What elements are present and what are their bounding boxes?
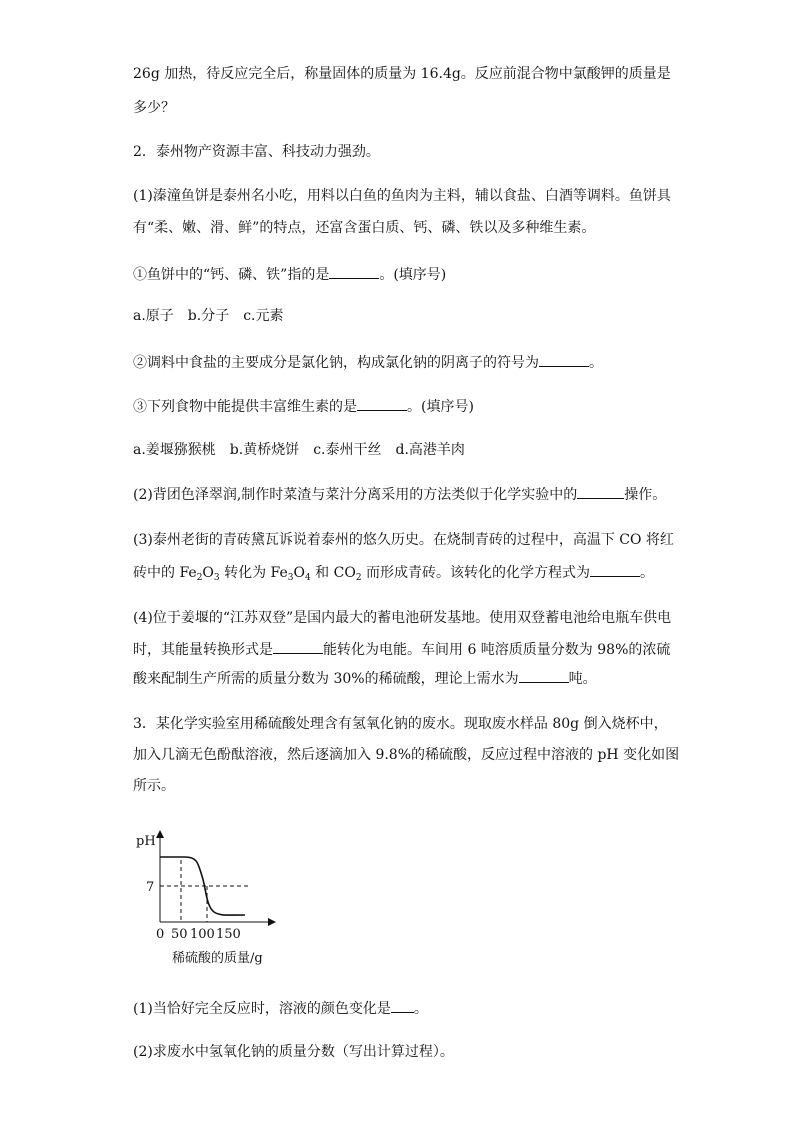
- q2-sub3: [133, 396, 474, 417]
- answer-blank[interactable]: [329, 264, 379, 279]
- text-segment: 。: [640, 565, 655, 581]
- q2-sub3-options: a.姜堰猕猴桃 b.黄桥烧饼 c.泰州干丝 d.高港羊肉: [133, 442, 465, 458]
- text-segment: O: [202, 565, 214, 581]
- q2-part4-line-3: [133, 668, 597, 689]
- q3-line-2: 加入几滴无色酚酞溶液，然后逐滴加入 9.8%的稀硫酸，反应过程中溶液的 pH 变化如图: [133, 747, 680, 763]
- q2-sub2-text: ②调料中食盐的主要成分是氯化钠，构成氯化钠的阴离子的符号为: [133, 355, 539, 371]
- text-segment: 转化为 Fe: [219, 565, 288, 581]
- text-segment: 吨。: [568, 671, 597, 687]
- q2-sub1-options: a.原子 b.分子 c.元素: [133, 308, 284, 324]
- q2-part2-text: (2)背团色泽翠润,制作时菜渣与菜汁分离采用的方法类似于化学实验中的: [133, 487, 578, 503]
- q2-part1-line-2: 有“柔、嫩、滑、鲜”的特点，还富含蛋白质、钙、磷、铁以及多种维生素。: [133, 220, 596, 236]
- q2-part2: [133, 484, 666, 505]
- q2-part2-end: 操作。: [624, 487, 667, 503]
- y-tick-7: 7: [146, 880, 155, 895]
- q2-sub3-hint: 。(填序号): [407, 399, 474, 415]
- x-tick-50: 50: [171, 927, 188, 942]
- q2-part1-line-1: (1)溱潼鱼饼是泰州名小吃，用料以白鱼的鱼肉为主料，辅以食盐、白酒等调料。鱼饼具: [133, 188, 671, 204]
- q2-part4-line-1: (4)位于姜堰的“江苏双登”是国内最大的蓄电池研发基地。使用双登蓄电池给电瓶车供电: [133, 610, 672, 626]
- answer-blank[interactable]: [539, 352, 589, 367]
- q3-sub1-text: (1)当恰好完全反应时，溶液的颜色变化是: [133, 1001, 391, 1017]
- x-origin-label: 0: [156, 927, 165, 942]
- q3-line-1: 3．某化学实验室用稀硫酸处理含有氢氧化钠的废水。现取废水样品 80g 倒入烧杯中，: [133, 716, 668, 732]
- x-tick-100: 100: [190, 927, 215, 942]
- q2-part4-line-2: [133, 639, 670, 660]
- q1-line-2: 多少？: [133, 100, 175, 116]
- q3-line-3: 所示。: [133, 778, 175, 794]
- answer-blank[interactable]: [273, 639, 323, 654]
- q2-title: 2．泰州物产资源丰富、科技动力强劲。: [133, 144, 380, 160]
- q2-sub2-end: 。: [589, 355, 603, 371]
- q3-sub2: (2)求废水中氢氧化钠的质量分数（写出计算过程）。: [133, 1044, 454, 1060]
- q3-sub1-end: 。: [413, 1001, 428, 1017]
- q2-part3-line-1: (3)泰州老街的青砖黛瓦诉说着泰州的悠久历史。在烧制青砖的过程中，高温下 CO 将红: [133, 532, 674, 548]
- answer-blank[interactable]: [391, 998, 414, 1013]
- q2-part3-line-2: [133, 562, 654, 583]
- q3-sub1: [133, 998, 428, 1019]
- subscript: 3: [213, 573, 220, 583]
- q2-sub1-hint: 。(填序号): [379, 267, 447, 283]
- answer-blank[interactable]: [519, 668, 569, 683]
- text-segment: 酸来配制生产所需的质量分数为 30%的稀硫酸，理论上需水为: [133, 671, 519, 687]
- text-segment: 而形成青砖。该转化的化学方程式为: [361, 565, 591, 581]
- subscript: 2: [355, 573, 362, 583]
- subscript: 4: [305, 573, 311, 583]
- q2-sub1: [133, 264, 446, 285]
- text-segment: 时，其能量转换形式是: [133, 642, 273, 658]
- subscript: 2: [196, 573, 203, 583]
- x-axis-label: 稀硫酸的质量/g: [172, 951, 263, 966]
- q2-sub3-text: ③下列食物中能提供丰富维生素的是: [133, 399, 357, 415]
- answer-blank[interactable]: [577, 484, 624, 499]
- ph-curve-figure: [130, 820, 280, 970]
- x-tick-150: 150: [216, 927, 241, 942]
- ph-graph-svg: [130, 820, 280, 970]
- answer-blank[interactable]: [357, 396, 407, 411]
- subscript: 3: [287, 573, 294, 583]
- text-segment: O: [293, 565, 305, 581]
- q2-sub1-text: ①鱼饼中的“钙、磷、铁”指的是: [133, 267, 330, 283]
- q2-sub2: [133, 352, 603, 373]
- text-segment: 和 CO: [310, 565, 356, 581]
- answer-blank[interactable]: [590, 562, 640, 577]
- text-segment: 砖中的 Fe: [133, 565, 197, 581]
- q1-line-1: 26g 加热，待反应完全后，称量固体的质量为 16.4g。反应前混合物中氯酸钾的质量是: [133, 66, 671, 82]
- y-axis-label: pH: [136, 834, 156, 849]
- text-segment: 能转化为电能。车间用 6 吨溶质质量分数为 98%的浓硫: [323, 642, 671, 658]
